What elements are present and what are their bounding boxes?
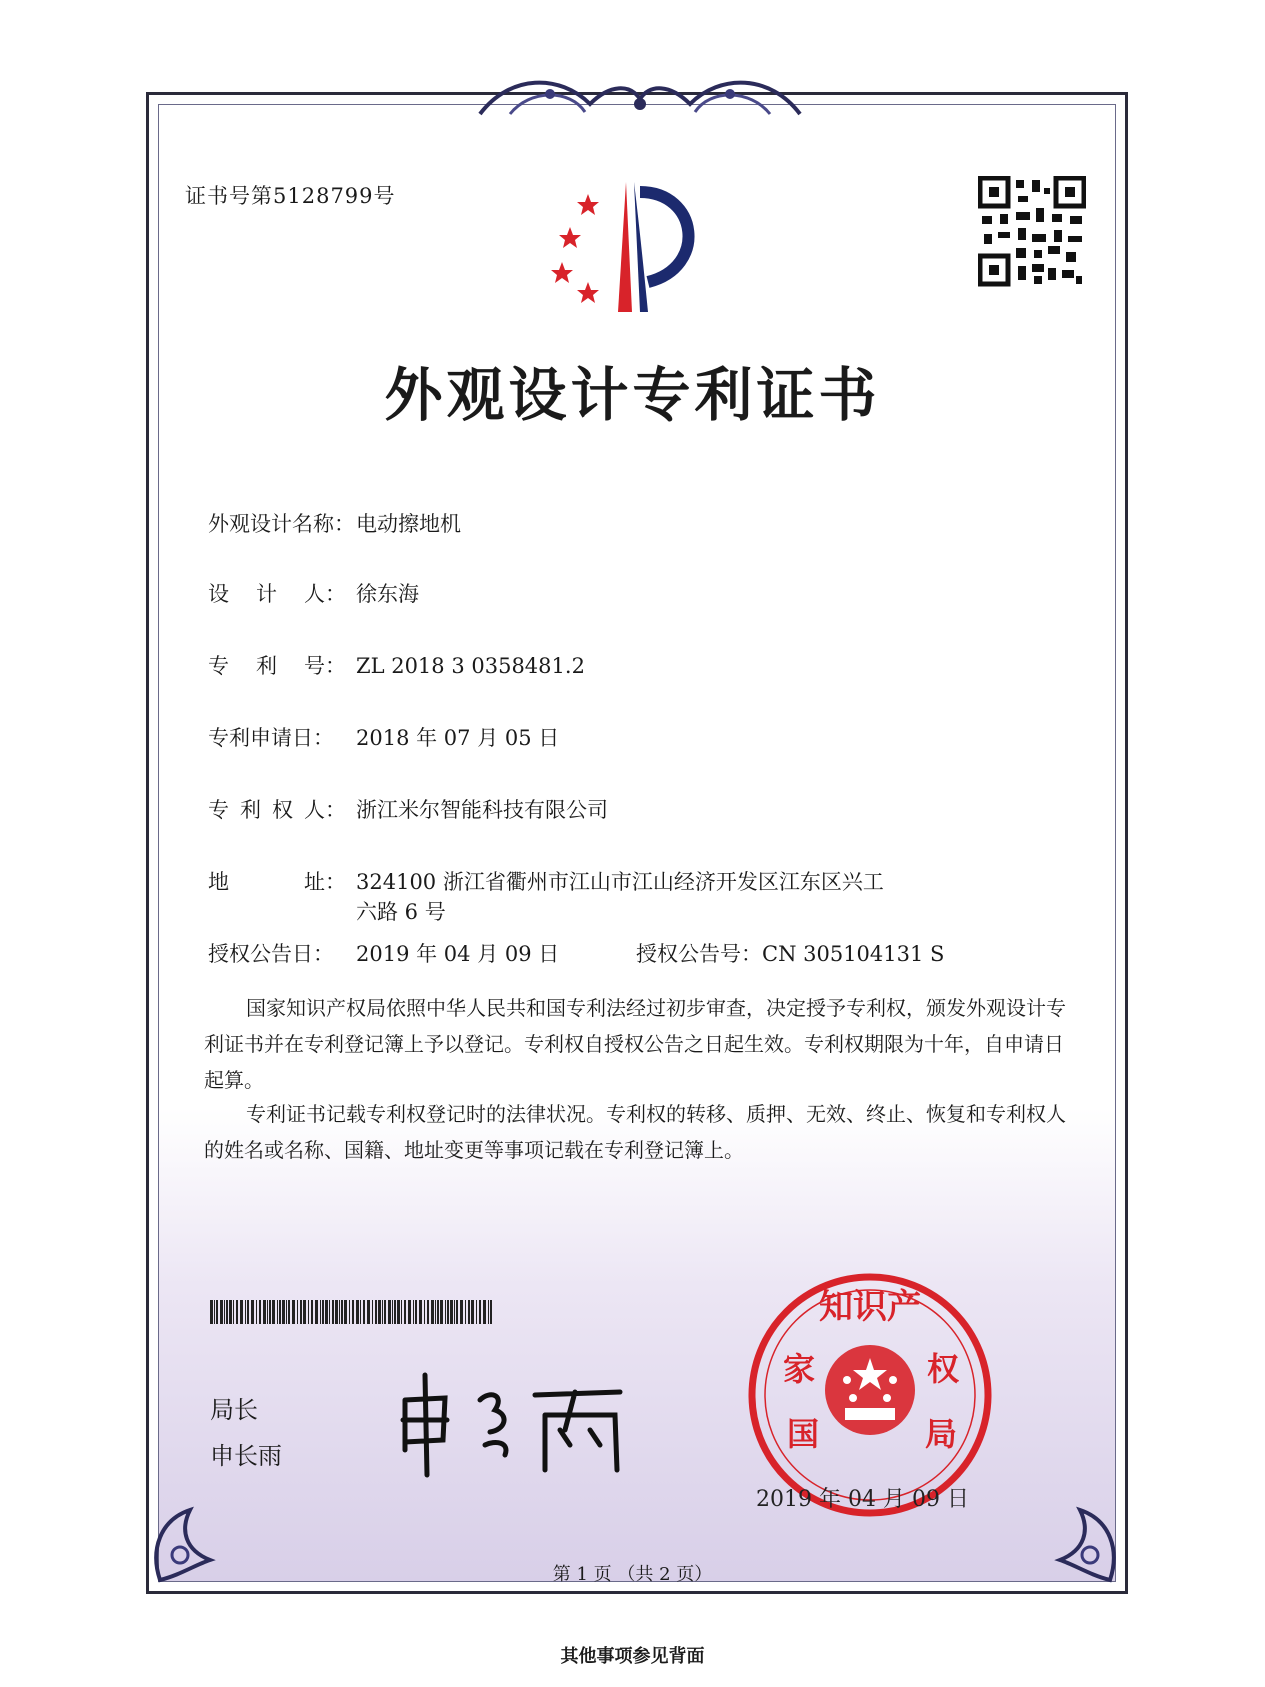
address-label-char: 址： bbox=[304, 870, 346, 894]
seal-text: 家 bbox=[783, 1350, 816, 1388]
designer-label-char: 人： bbox=[304, 582, 346, 606]
patent-number-label bbox=[208, 650, 346, 680]
patent-office-logo-icon bbox=[548, 172, 728, 322]
address-row bbox=[208, 866, 884, 896]
grant-number-value: CN 305104131 S bbox=[762, 942, 945, 966]
filing-date-value: 2018 年 07 月 05 日 bbox=[356, 726, 560, 750]
address-label bbox=[208, 866, 346, 896]
certificate-number: 证书号第5128799号 bbox=[185, 184, 396, 208]
seal-text: 知识产 bbox=[819, 1287, 921, 1327]
filing-date-label: 专利申请日： bbox=[208, 726, 334, 750]
director-name: 申长雨 bbox=[210, 1442, 282, 1470]
designer-value: 徐东海 bbox=[356, 582, 419, 606]
patent-number-label-char: 专 bbox=[208, 654, 229, 678]
grant-number-row bbox=[636, 938, 944, 968]
address-label-char: 地 bbox=[208, 870, 229, 894]
top-ornament-icon bbox=[470, 64, 810, 126]
patentee-row bbox=[208, 794, 608, 824]
designer-label-char: 计 bbox=[256, 582, 277, 606]
address-value-line2: 六路 6 号 bbox=[356, 900, 446, 924]
patent-number-label-char: 号： bbox=[304, 654, 346, 678]
barcode-icon bbox=[210, 1300, 495, 1324]
patent-number-label-char: 利 bbox=[256, 654, 277, 678]
patentee-value: 浙江米尔智能科技有限公司 bbox=[356, 798, 608, 822]
page-number: 第 1 页 （共 2 页） bbox=[552, 1564, 713, 1585]
grant-date-label: 授权公告日： bbox=[208, 942, 334, 966]
patentee-label bbox=[208, 794, 346, 824]
qr-code-icon bbox=[978, 176, 1086, 288]
statement-paragraph: 国家知识产权局依照中华人民共和国专利法经过初步审查，决定授予专利权，颁发外观设计专利证书并在专利登记簿上予以登记。专利权自授权公告之日起生效。专利权期限为十年，自申请日起算。 bbox=[204, 996, 1066, 1092]
filing-date-row bbox=[208, 722, 559, 752]
patentee-label-char: 利 bbox=[240, 798, 261, 822]
design-name-value: 电动擦地机 bbox=[356, 512, 461, 536]
design-name-label: 外观设计名称： bbox=[208, 512, 355, 536]
design-name-row bbox=[208, 508, 461, 538]
designer-label bbox=[208, 578, 346, 608]
director-signature bbox=[395, 1370, 635, 1480]
seal-text: 国 bbox=[787, 1415, 820, 1453]
director-title: 局长 bbox=[210, 1396, 258, 1424]
patentee-label-char: 权 bbox=[272, 798, 293, 822]
certificate-title: 外观设计专利证书 bbox=[384, 361, 881, 429]
seal-text: 权 bbox=[927, 1350, 960, 1388]
grant-date-row bbox=[208, 938, 559, 968]
patentee-label-char: 人： bbox=[304, 798, 346, 822]
grant-number-label: 授权公告号： bbox=[636, 942, 762, 966]
patentee-label-char: 专 bbox=[208, 798, 229, 822]
designer-row bbox=[208, 578, 419, 608]
address-value-line1: 324100 浙江省衢州市江山市江山经济开发区江东区兴工 bbox=[356, 870, 884, 894]
national-emblem-icon bbox=[825, 1345, 915, 1435]
patent-number-row bbox=[208, 650, 585, 680]
designer-label-char: 设 bbox=[208, 582, 229, 606]
statement-paragraph: 专利证书记载专利权登记时的法律状况。专利权的转移、质押、无效、终止、恢复和专利权人的姓名或名称、国籍、地址变更等事项记载在专利登记簿上。 bbox=[204, 1102, 1066, 1162]
seal-text: 局 bbox=[925, 1415, 958, 1453]
footer-note: 其他事项参见背面 bbox=[560, 1646, 705, 1667]
seal-date: 2019 年 04 月 09 日 bbox=[756, 1487, 969, 1512]
patent-number-value: ZL 2018 3 0358481.2 bbox=[356, 654, 585, 678]
grant-date-value: 2019 年 04 月 09 日 bbox=[356, 942, 560, 966]
